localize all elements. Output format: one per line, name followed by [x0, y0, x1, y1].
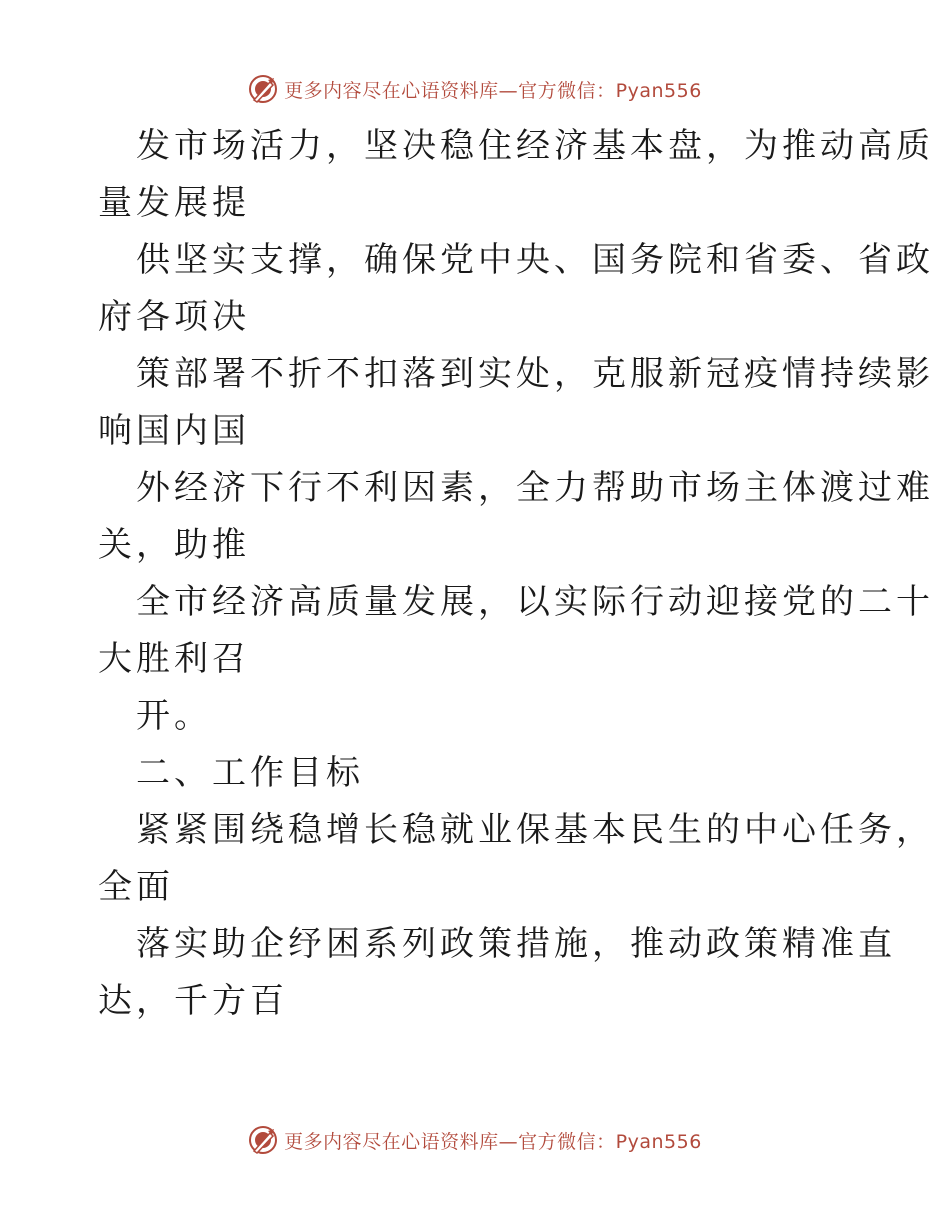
paragraph-line: 响国内国: [98, 411, 250, 451]
watermark-text: 更多内容尽在心语资料库—官方微信：Pyan556: [284, 1130, 702, 1153]
paragraph-line: 外经济下行不利因素，全力帮助市场主体渡过难: [136, 468, 934, 508]
footer-watermark: [0, 1125, 950, 1155]
paragraph-line: 开。: [136, 696, 212, 736]
section-heading: 二、工作目标: [136, 753, 364, 793]
paragraph-line: 落实助企纾困系列政策措施，推动政策精准直: [136, 924, 896, 964]
paragraph-line: 府各项决: [98, 297, 250, 337]
paragraph-line: 大胜利召: [98, 639, 250, 679]
paragraph-line: 供坚实支撑，确保党中央、国务院和省委、省政: [136, 240, 934, 280]
logo-pen-icon: [248, 1125, 278, 1155]
paragraph-line: 策部署不折不扣落到实处，克服新冠疫情持续影: [136, 354, 934, 394]
paragraph-line: 全面: [98, 867, 174, 907]
paragraph-line: 量发展提: [98, 183, 250, 223]
logo-pen-icon: [248, 74, 278, 104]
paragraph-line: 关，助推: [98, 525, 250, 565]
paragraph-line: 发市场活力，坚决稳住经济基本盘，为推动高质: [136, 126, 934, 166]
watermark-text: 更多内容尽在心语资料库—官方微信：Pyan556: [284, 79, 702, 102]
document-body: [98, 118, 934, 1030]
header-watermark: [0, 74, 950, 104]
paragraph-line: 紧紧围绕稳增长稳就业保基本民生的中心任务，: [136, 810, 934, 850]
paragraph-line: 全市经济高质量发展，以实际行动迎接党的二十: [136, 582, 934, 622]
paragraph-line: 达，千方百: [98, 981, 288, 1021]
